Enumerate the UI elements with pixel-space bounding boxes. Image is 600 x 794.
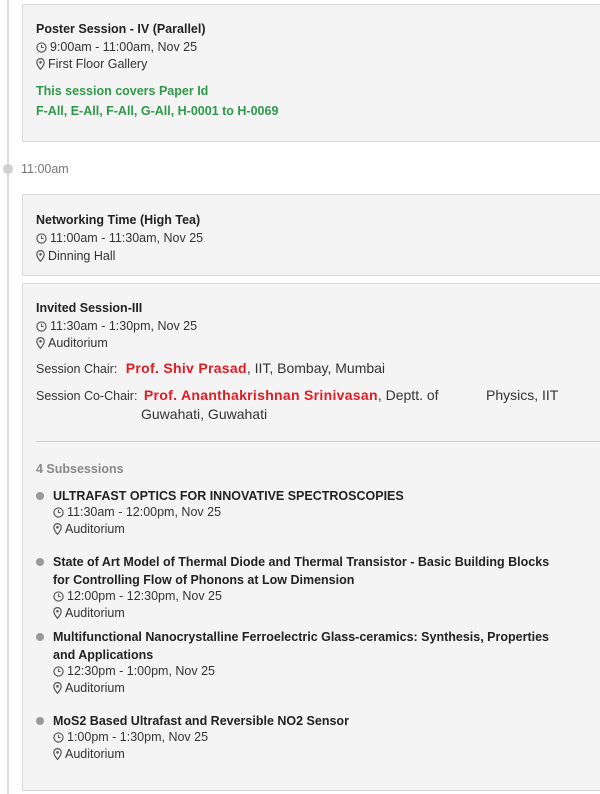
session-time: 11:00am - 11:30am, Nov 25 (36, 231, 203, 245)
map-pin-icon (36, 337, 45, 349)
subsession-time: 11:30am - 12:00pm, Nov 25 (53, 505, 576, 519)
session-location: Auditorium (36, 336, 108, 350)
map-pin-icon (53, 748, 62, 760)
paper-id-list: F-All, E-All, F-All, G-All, H-0001 to H-0069 (36, 104, 279, 118)
subsession-item[interactable] (36, 628, 576, 695)
session-cochair-affiliation-cont: Physics, IIT (486, 387, 559, 403)
session-chair-name[interactable]: Prof. Shiv Prasad (125, 360, 247, 376)
timeline-line (7, 0, 9, 794)
session-location: Dinning Hall (36, 249, 115, 263)
clock-icon (36, 42, 47, 53)
map-pin-icon (36, 58, 45, 70)
session-location: First Floor Gallery (36, 57, 147, 71)
subsession-item[interactable] (36, 553, 576, 620)
subsession-item[interactable] (36, 487, 576, 536)
bullet-icon (36, 633, 44, 641)
timeline-dot (3, 164, 13, 174)
clock-icon (53, 591, 64, 602)
map-pin-icon (53, 607, 62, 619)
bullet-icon (36, 492, 44, 500)
session-time: 11:30am - 1:30pm, Nov 25 (36, 319, 197, 333)
high-tea-card[interactable] (22, 194, 600, 276)
subsession-title: State of Art Model of Thermal Diode and Thermal Transistor - Basic Building Blocks (53, 555, 550, 569)
subsession-title: Multifunctional Nanocrystalline Ferroelectric Glass-ceramics: Synthesis, Properties (53, 630, 550, 644)
section-divider (36, 441, 600, 442)
session-chair-row (36, 360, 385, 376)
clock-icon (53, 507, 64, 518)
session-title: Networking Time (High Tea) (36, 213, 201, 227)
subsession-location: Auditorium (53, 681, 576, 695)
clock-icon (53, 666, 64, 677)
subsession-time: 12:00pm - 12:30pm, Nov 25 (53, 589, 576, 603)
session-title: Invited Session-III (36, 301, 143, 315)
subsession-title: MoS2 Based Ultrafast and Reversible NO2 Sensor (53, 714, 349, 728)
bullet-icon (36, 558, 44, 566)
subsession-item[interactable] (36, 712, 576, 761)
session-cochair-row (36, 387, 596, 403)
subsession-time: 12:30pm - 1:00pm, Nov 25 (53, 664, 576, 678)
subsession-title-line2: and Applications (53, 648, 154, 662)
timeline-time-label: 11:00am (21, 162, 69, 176)
session-chair-label: Session Chair: (36, 362, 118, 376)
subsession-time: 1:00pm - 1:30pm, Nov 25 (53, 730, 576, 744)
timeline-time-marker (0, 161, 69, 177)
subsession-location: Auditorium (53, 522, 576, 536)
map-pin-icon (53, 682, 62, 694)
invited-session-card[interactable] (22, 283, 600, 791)
clock-icon (53, 732, 64, 743)
paper-id-note: This session covers Paper Id (36, 84, 209, 98)
subsession-location: Auditorium (53, 606, 576, 620)
map-pin-icon (36, 250, 45, 262)
bullet-icon (36, 717, 44, 725)
subsession-location: Auditorium (53, 747, 576, 761)
clock-icon (36, 321, 47, 332)
session-cochair-name[interactable]: Prof. Ananthakrishnan Srinivasan (143, 387, 378, 403)
subsession-title: ULTRAFAST OPTICS FOR INNOVATIVE SPECTROSCOPIES (53, 489, 404, 503)
session-cochair-affiliation-line2: Guwahati, Guwahati (141, 406, 268, 422)
session-title: Poster Session - IV (Parallel) (36, 22, 206, 36)
session-chair-affiliation: , IIT, Bombay, Mumbai (246, 360, 386, 376)
session-time: 9:00am - 11:00am, Nov 25 (36, 40, 197, 54)
subsession-title-line2: for Controlling Flow of Phonons at Low Dimension (53, 573, 355, 587)
session-cochair-label: Session Co-Chair: (36, 389, 138, 403)
subsessions-count: 4 Subsessions (36, 462, 124, 476)
map-pin-icon (53, 523, 62, 535)
clock-icon (36, 233, 47, 244)
poster-session-card[interactable] (22, 4, 600, 142)
session-cochair-affiliation: , Deptt. of (377, 387, 439, 403)
